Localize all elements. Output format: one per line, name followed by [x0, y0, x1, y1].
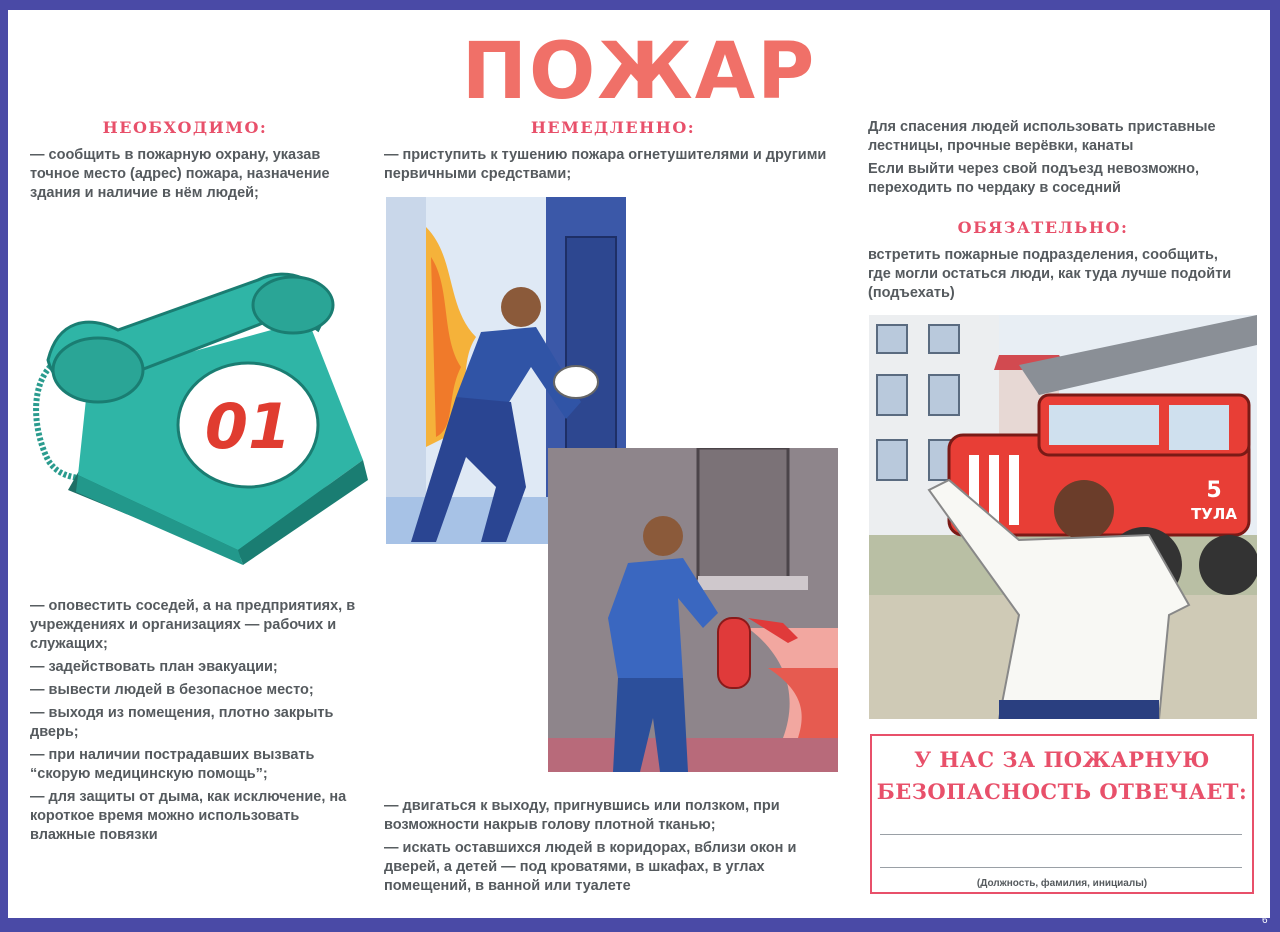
responsible-line2: БЕЗОПАСНОСТЬ ОТВЕЧАЕТ: [876, 779, 1248, 804]
phone-number-label: 01 [204, 390, 292, 463]
col1-item: — выходя из помещения, плотно закрыть дверь; [30, 705, 334, 740]
col2-intro-text: — приступить к тушению пожара огнетушителями и другими первичными средствами; [384, 147, 827, 182]
responsible-line1: У НАС ЗА ПОЖАРНУЮ [914, 747, 1210, 772]
col1-intro-text: — сообщить в пожарную охрану, указав точное место (адрес) пожара, назначение здания и наличие в нём людей; [30, 147, 330, 201]
col1-item: — для защиты от дыма, как исключение, на короткое время можно использовать влажные повязки [30, 789, 347, 843]
blank-line [880, 834, 1242, 835]
col1-list [30, 597, 360, 849]
responsible-title [872, 744, 1252, 808]
col3-intro-item: Если выйти через свой подъезд невозможно, переходить по чердаку в соседний [868, 161, 1200, 196]
col2-list [384, 797, 839, 900]
col1-item: — оповестить соседей, а на предприятиях, в учреждениях и организациях — рабочих и служащих; [30, 598, 356, 652]
col2-item: — двигаться к выходу, пригнувшись или ползком, при возможности накрыв голову плотной тканью; [384, 798, 780, 833]
col3-body [868, 246, 1243, 307]
col1-item: — при наличии пострадавших вызвать “скорую медицинскую помощь”; [30, 747, 315, 782]
col1-item: — вывести людей в безопасное место; [30, 682, 314, 698]
col3-intro-item: Для спасения людей использовать приставные лестницы, прочные верёвки, канаты [868, 119, 1216, 154]
col3-intro [868, 118, 1243, 202]
extinguisher-illustration [548, 448, 838, 772]
truck-city-label: ТУЛА [1191, 505, 1237, 523]
heading-immediately: НЕМЕДЛЕННО: [530, 118, 696, 137]
col1-intro [30, 146, 360, 207]
responsible-caption: (Должность, фамилия, инициалы) [976, 878, 1148, 889]
blank-line [880, 867, 1242, 868]
poster-sheet [8, 10, 1270, 918]
col1-item: — задействовать план эвакуации; [30, 659, 278, 675]
truck-number-label: 5 [1206, 478, 1222, 503]
col3-text: встретить пожарные подразделения, сообщить, где могли остаться люди, как туда лучше подойти (подъехать) [868, 247, 1232, 301]
col2-intro [384, 146, 839, 188]
page-number: 6 [1262, 915, 1268, 926]
heading-mandatory: ОБЯЗАТЕЛЬНО: [957, 218, 1129, 237]
col2-item: — искать оставшихся людей в коридорах, вблизи окон и дверей, а детей — под кроватями, в шкафах, в углах помещений, в ванной или туалете [384, 840, 797, 894]
fire-truck-illustration [869, 315, 1257, 719]
responsible-box [870, 734, 1254, 894]
telephone-illustration [28, 260, 378, 570]
poster-title: ПОЖАР [461, 27, 817, 117]
heading-necessary: НЕОБХОДИМО: [102, 118, 268, 137]
